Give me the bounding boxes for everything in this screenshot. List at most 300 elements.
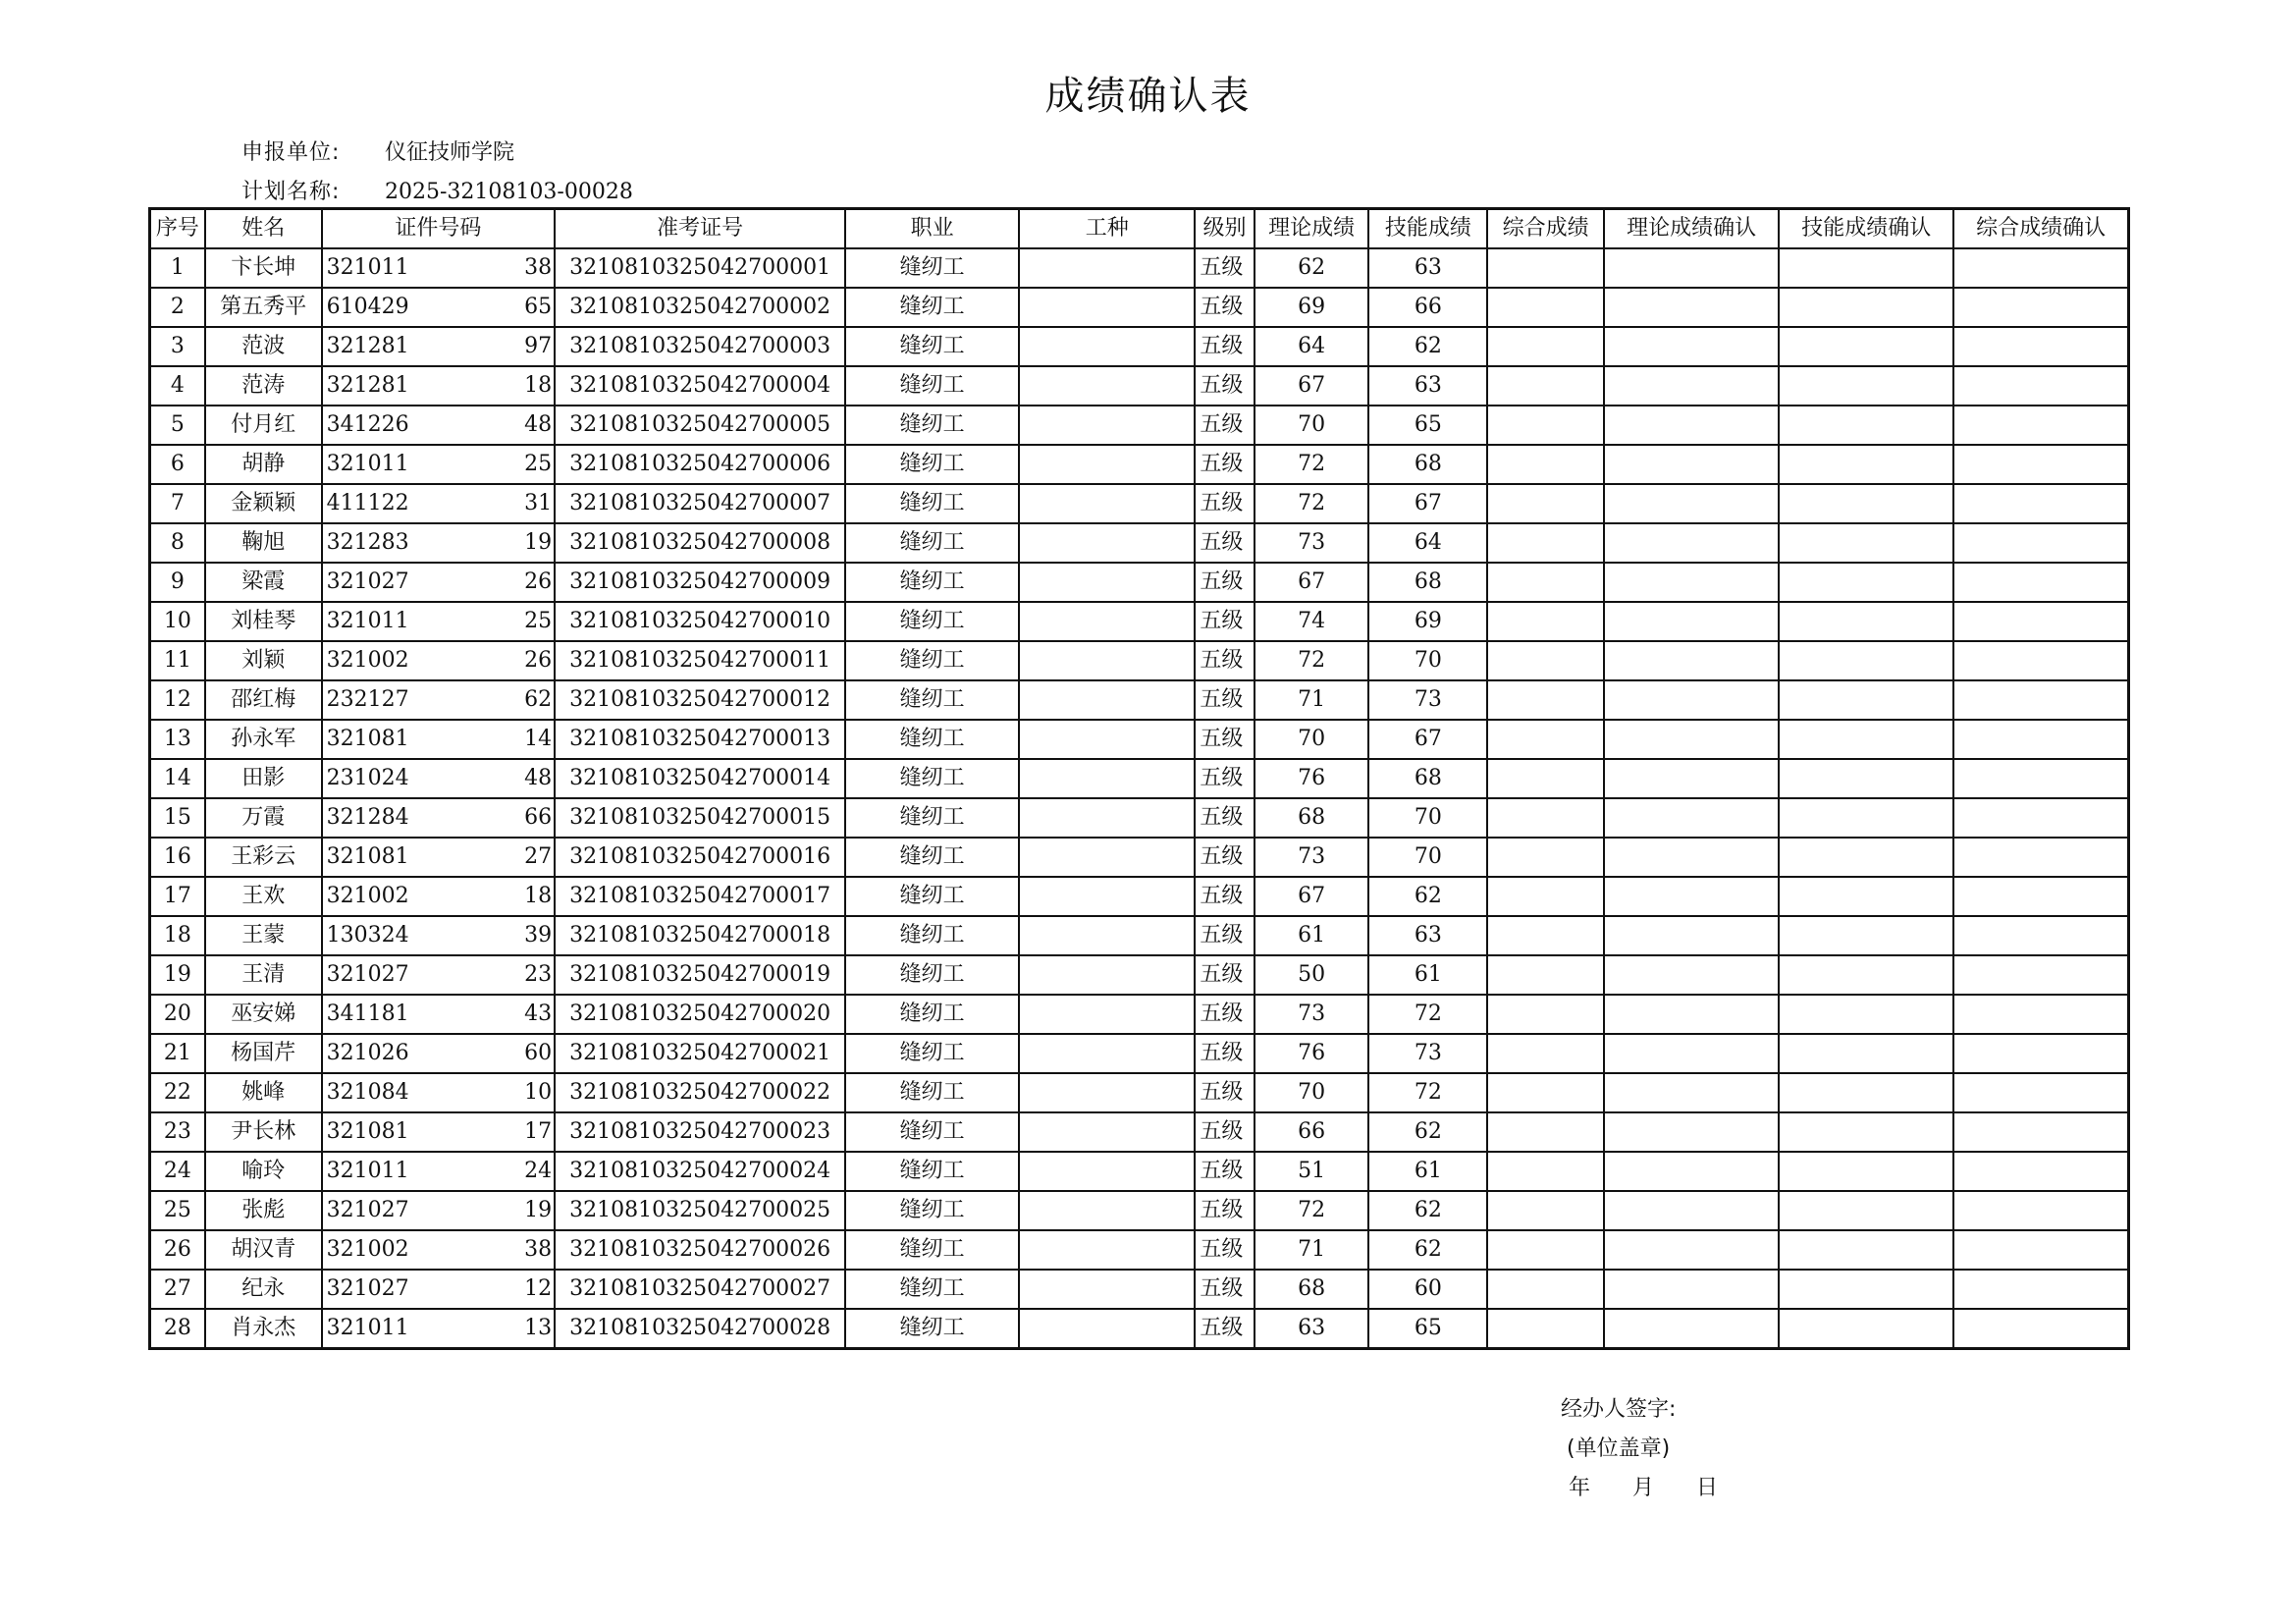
skill-confirm-cell [1779,1191,1953,1230]
name-cell: 喻玲 [205,1152,322,1191]
redaction-mask [411,1113,533,1151]
theory-score-cell: 50 [1255,955,1369,995]
table-row [150,995,2129,1034]
occupation-cell: 缝纫工 [845,1034,1019,1073]
id-number-prefix: 321027 [326,962,409,987]
composite-confirm-cell [1953,288,2128,327]
plan-value: 2025-32108103-00028 [385,180,633,204]
theory-confirm-cell [1604,484,1779,523]
table-row [150,602,2129,641]
row-number: 7 [150,484,205,523]
row-number: 16 [150,838,205,877]
skill-confirm-cell [1779,563,1953,602]
row-number: 2 [150,288,205,327]
id-number-prefix: 321002 [326,648,409,673]
composite-score-cell [1487,523,1604,563]
trade-cell [1019,523,1195,563]
name-cell: 邵红梅 [205,680,322,720]
skill-confirm-cell [1779,523,1953,563]
id-number-prefix: 231024 [326,766,409,790]
level-cell: 五级 [1195,1073,1254,1112]
row-number: 11 [150,641,205,680]
id-number-cell [322,1230,556,1270]
theory-score-cell: 51 [1255,1152,1369,1191]
id-number-prefix: 321026 [326,1041,409,1065]
skill-score-cell: 62 [1368,327,1487,366]
id-number-suffix: 43 [524,1001,553,1026]
id-number-prefix: 321011 [326,255,409,280]
composite-score-cell [1487,720,1604,759]
theory-score-cell: 76 [1255,1034,1369,1073]
theory-score-cell: 72 [1255,1191,1369,1230]
level-cell: 五级 [1195,720,1254,759]
id-number-cell [322,484,556,523]
skill-confirm-cell [1779,1270,1953,1309]
table-row [150,288,2129,327]
name-cell: 纪永 [205,1270,322,1309]
name-cell: 杨国芹 [205,1034,322,1073]
id-number-cell [322,1191,556,1230]
id-number-cell [322,1112,556,1152]
skill-confirm-cell [1779,1073,1953,1112]
name-cell: 巫安娣 [205,995,322,1034]
ticket-cell: 3210810325042700025 [555,1191,845,1230]
composite-confirm-cell [1953,798,2128,838]
table-row [150,955,2129,995]
composite-confirm-cell [1953,1309,2128,1349]
skill-score-cell: 65 [1368,1309,1487,1349]
table-row [150,445,2129,484]
id-number-prefix: 321281 [326,334,409,358]
occupation-cell: 缝纫工 [845,838,1019,877]
name-cell: 第五秀平 [205,288,322,327]
composite-confirm-cell [1953,955,2128,995]
composite-confirm-cell [1953,248,2128,288]
theory-score-cell: 70 [1255,406,1369,445]
level-cell: 五级 [1195,366,1254,406]
trade-cell [1019,288,1195,327]
id-number-prefix: 321002 [326,884,409,908]
ticket-cell: 3210810325042700022 [555,1073,845,1112]
skill-score-cell: 70 [1368,641,1487,680]
id-number-cell [322,680,556,720]
skill-score-cell: 67 [1368,484,1487,523]
id-number-cell [322,366,556,406]
level-cell: 五级 [1195,445,1254,484]
ticket-cell: 3210810325042700015 [555,798,845,838]
ticket-cell: 3210810325042700018 [555,916,845,955]
occupation-cell: 缝纫工 [845,641,1019,680]
redaction-mask [411,799,533,837]
theory-confirm-cell [1604,1152,1779,1191]
skill-score-cell: 70 [1368,838,1487,877]
occupation-cell: 缝纫工 [845,406,1019,445]
row-number: 18 [150,916,205,955]
occupation-cell: 缝纫工 [845,288,1019,327]
redaction-mask [411,917,533,954]
name-cell: 肖永杰 [205,1309,322,1349]
skill-score-cell: 60 [1368,1270,1487,1309]
skill-confirm-cell [1779,798,1953,838]
id-number-cell [322,327,556,366]
id-number-suffix: 62 [524,687,553,712]
occupation-cell: 缝纫工 [845,248,1019,288]
id-number-suffix: 18 [524,373,553,398]
id-number-prefix: 321081 [326,1119,409,1144]
occupation-cell: 缝纫工 [845,680,1019,720]
trade-cell [1019,1034,1195,1073]
redaction-mask [411,289,533,326]
composite-score-cell [1487,916,1604,955]
theory-confirm-cell [1604,602,1779,641]
row-number: 1 [150,248,205,288]
composite-score-cell [1487,680,1604,720]
trade-cell [1019,327,1195,366]
skill-confirm-cell [1779,602,1953,641]
skill-score-cell: 63 [1368,248,1487,288]
trade-cell [1019,1191,1195,1230]
skill-confirm-cell [1779,366,1953,406]
unit-value: 仪征技师学院 [385,140,515,165]
ticket-cell: 3210810325042700001 [555,248,845,288]
theory-score-cell: 74 [1255,602,1369,641]
id-number-cell [322,838,556,877]
ticket-cell: 3210810325042700002 [555,288,845,327]
header-cell: 工种 [1019,209,1195,249]
ticket-cell: 3210810325042700026 [555,1230,845,1270]
id-number-prefix: 411122 [326,491,409,515]
theory-confirm-cell [1604,641,1779,680]
id-number-cell [322,406,556,445]
id-number-suffix: 12 [524,1276,553,1301]
skill-confirm-cell [1779,327,1953,366]
composite-confirm-cell [1953,1191,2128,1230]
ticket-cell: 3210810325042700020 [555,995,845,1034]
stamp-line: (单位盖章) [1567,1436,1671,1461]
skill-score-cell: 61 [1368,955,1487,995]
id-number-cell [322,248,556,288]
trade-cell [1019,955,1195,995]
skill-confirm-cell [1779,838,1953,877]
ticket-cell: 3210810325042700003 [555,327,845,366]
level-cell: 五级 [1195,327,1254,366]
theory-confirm-cell [1604,248,1779,288]
theory-confirm-cell [1604,916,1779,955]
id-number-suffix: 48 [524,766,553,790]
name-cell: 王欢 [205,877,322,916]
row-number: 25 [150,1191,205,1230]
table-row [150,838,2129,877]
occupation-cell: 缝纫工 [845,445,1019,484]
header-cell: 综合成绩确认 [1953,209,2128,249]
id-number-suffix: 13 [524,1316,553,1340]
redaction-mask [411,996,533,1033]
theory-confirm-cell [1604,1230,1779,1270]
ticket-cell: 3210810325042700006 [555,445,845,484]
theory-score-cell: 72 [1255,445,1369,484]
skill-score-cell: 68 [1368,445,1487,484]
id-number-cell [322,523,556,563]
trade-cell [1019,759,1195,798]
composite-score-cell [1487,1112,1604,1152]
ticket-cell: 3210810325042700005 [555,406,845,445]
id-number-prefix: 321281 [326,373,409,398]
name-cell: 万霞 [205,798,322,838]
redaction-mask [411,1271,533,1308]
skill-score-cell: 62 [1368,1230,1487,1270]
ticket-cell: 3210810325042700023 [555,1112,845,1152]
composite-confirm-cell [1953,1152,2128,1191]
composite-score-cell [1487,366,1604,406]
composite-score-cell [1487,563,1604,602]
composite-score-cell [1487,955,1604,995]
occupation-cell: 缝纫工 [845,1309,1019,1349]
skill-score-cell: 66 [1368,288,1487,327]
theory-score-cell: 63 [1255,1309,1369,1349]
table-row [150,1230,2129,1270]
occupation-cell: 缝纫工 [845,720,1019,759]
composite-score-cell [1487,406,1604,445]
redaction-mask [411,406,533,444]
occupation-cell: 缝纫工 [845,759,1019,798]
composite-score-cell [1487,1230,1604,1270]
skill-score-cell: 65 [1368,406,1487,445]
level-cell: 五级 [1195,916,1254,955]
name-cell: 范涛 [205,366,322,406]
trade-cell [1019,1309,1195,1349]
date-line: 年 月 日 [1569,1476,1735,1500]
level-cell: 五级 [1195,248,1254,288]
theory-confirm-cell [1604,995,1779,1034]
theory-confirm-cell [1604,1112,1779,1152]
row-number: 22 [150,1073,205,1112]
row-number: 14 [150,759,205,798]
level-cell: 五级 [1195,1152,1254,1191]
id-number-prefix: 321081 [326,844,409,869]
theory-score-cell: 69 [1255,288,1369,327]
table-row [150,563,2129,602]
composite-confirm-cell [1953,641,2128,680]
composite-confirm-cell [1953,327,2128,366]
level-cell: 五级 [1195,955,1254,995]
theory-score-cell: 70 [1255,1073,1369,1112]
redaction-mask [411,642,533,679]
name-cell: 胡汉青 [205,1230,322,1270]
redaction-mask [411,1231,533,1269]
redaction-mask [411,760,533,797]
theory-score-cell: 72 [1255,484,1369,523]
level-cell: 五级 [1195,1191,1254,1230]
composite-score-cell [1487,288,1604,327]
theory-score-cell: 73 [1255,523,1369,563]
level-cell: 五级 [1195,602,1254,641]
trade-cell [1019,563,1195,602]
row-number: 17 [150,877,205,916]
row-number: 19 [150,955,205,995]
table-row [150,406,2129,445]
trade-cell [1019,602,1195,641]
composite-confirm-cell [1953,445,2128,484]
composite-score-cell [1487,1191,1604,1230]
theory-confirm-cell [1604,563,1779,602]
level-cell: 五级 [1195,523,1254,563]
ticket-cell: 3210810325042700021 [555,1034,845,1073]
trade-cell [1019,484,1195,523]
redaction-mask [411,564,533,601]
trade-cell [1019,916,1195,955]
row-number: 24 [150,1152,205,1191]
row-number: 4 [150,366,205,406]
theory-confirm-cell [1604,1309,1779,1349]
composite-score-cell [1487,248,1604,288]
redaction-mask [411,328,533,365]
table-row [150,523,2129,563]
occupation-cell: 缝纫工 [845,484,1019,523]
name-cell: 王彩云 [205,838,322,877]
ticket-cell: 3210810325042700010 [555,602,845,641]
id-number-suffix: 39 [524,923,553,947]
redaction-mask [411,1310,533,1347]
header-cell: 准考证号 [555,209,845,249]
level-cell: 五级 [1195,1270,1254,1309]
id-number-prefix: 610429 [326,295,409,319]
level-cell: 五级 [1195,759,1254,798]
name-cell: 王蒙 [205,916,322,955]
theory-score-cell: 71 [1255,680,1369,720]
occupation-cell: 缝纫工 [845,1112,1019,1152]
redaction-mask [411,1074,533,1111]
trade-cell [1019,838,1195,877]
document-title: 成绩确认表 [1044,74,1252,119]
redaction-mask [411,485,533,522]
ticket-cell: 3210810325042700011 [555,641,845,680]
level-cell: 五级 [1195,406,1254,445]
ticket-cell: 3210810325042700004 [555,366,845,406]
table-row [150,1270,2129,1309]
name-cell: 田影 [205,759,322,798]
unit-line [241,135,514,166]
skill-confirm-cell [1779,445,1953,484]
skill-score-cell: 63 [1368,916,1487,955]
header-cell: 证件号码 [322,209,556,249]
ticket-cell: 3210810325042700017 [555,877,845,916]
theory-score-cell: 64 [1255,327,1369,366]
id-number-cell [322,1152,556,1191]
theory-score-cell: 61 [1255,916,1369,955]
id-number-cell [322,563,556,602]
name-cell: 胡静 [205,445,322,484]
ticket-cell: 3210810325042700009 [555,563,845,602]
ticket-cell: 3210810325042700014 [555,759,845,798]
occupation-cell: 缝纫工 [845,798,1019,838]
level-cell: 五级 [1195,798,1254,838]
level-cell: 五级 [1195,1034,1254,1073]
trade-cell [1019,1112,1195,1152]
theory-score-cell: 67 [1255,877,1369,916]
theory-confirm-cell [1604,877,1779,916]
id-number-cell [322,759,556,798]
id-number-cell [322,445,556,484]
ticket-cell: 3210810325042700027 [555,1270,845,1309]
id-number-suffix: 27 [524,844,553,869]
redaction-mask [411,1035,533,1072]
theory-score-cell: 70 [1255,720,1369,759]
row-number: 26 [150,1230,205,1270]
trade-cell [1019,1230,1195,1270]
trade-cell [1019,720,1195,759]
occupation-cell: 缝纫工 [845,1270,1019,1309]
table-row [150,877,2129,916]
id-number-suffix: 25 [524,609,553,633]
id-number-cell [322,1073,556,1112]
table-row [150,916,2129,955]
id-number-prefix: 232127 [326,687,409,712]
level-cell: 五级 [1195,563,1254,602]
theory-confirm-cell [1604,1034,1779,1073]
theory-score-cell: 72 [1255,641,1369,680]
id-number-prefix: 321011 [326,452,409,476]
ticket-cell: 3210810325042700019 [555,955,845,995]
trade-cell [1019,798,1195,838]
theory-confirm-cell [1604,288,1779,327]
theory-score-cell: 73 [1255,838,1369,877]
id-number-suffix: 19 [524,530,553,555]
header-cell: 姓名 [205,209,322,249]
id-number-cell [322,288,556,327]
id-number-cell [322,602,556,641]
id-number-cell [322,798,556,838]
id-number-cell [322,955,556,995]
theory-score-cell: 68 [1255,798,1369,838]
id-number-suffix: 14 [524,727,553,751]
composite-confirm-cell [1953,759,2128,798]
row-number: 23 [150,1112,205,1152]
header-cell: 综合成绩 [1487,209,1604,249]
theory-confirm-cell [1604,680,1779,720]
skill-confirm-cell [1779,484,1953,523]
table-row [150,1073,2129,1112]
id-number-prefix: 341181 [326,1001,409,1026]
table-row [150,1191,2129,1230]
theory-confirm-cell [1604,523,1779,563]
name-cell: 刘桂琴 [205,602,322,641]
skill-confirm-cell [1779,680,1953,720]
row-number: 21 [150,1034,205,1073]
row-number: 28 [150,1309,205,1349]
id-number-prefix: 321011 [326,1316,409,1340]
redaction-mask [411,249,533,287]
skill-confirm-cell [1779,1112,1953,1152]
table-row [150,248,2129,288]
header-cell: 序号 [150,209,205,249]
id-number-suffix: 60 [524,1041,553,1065]
skill-confirm-cell [1779,1309,1953,1349]
name-cell: 金颖颖 [205,484,322,523]
id-number-prefix: 130324 [326,923,409,947]
header-cell: 技能成绩 [1368,209,1487,249]
theory-confirm-cell [1604,327,1779,366]
theory-score-cell: 73 [1255,995,1369,1034]
table-row [150,720,2129,759]
id-number-prefix: 321027 [326,569,409,594]
theory-score-cell: 76 [1255,759,1369,798]
id-number-prefix: 321011 [326,1159,409,1183]
name-cell: 姚峰 [205,1073,322,1112]
row-number: 5 [150,406,205,445]
table-row [150,484,2129,523]
theory-confirm-cell [1604,1073,1779,1112]
header-cell: 职业 [845,209,1019,249]
